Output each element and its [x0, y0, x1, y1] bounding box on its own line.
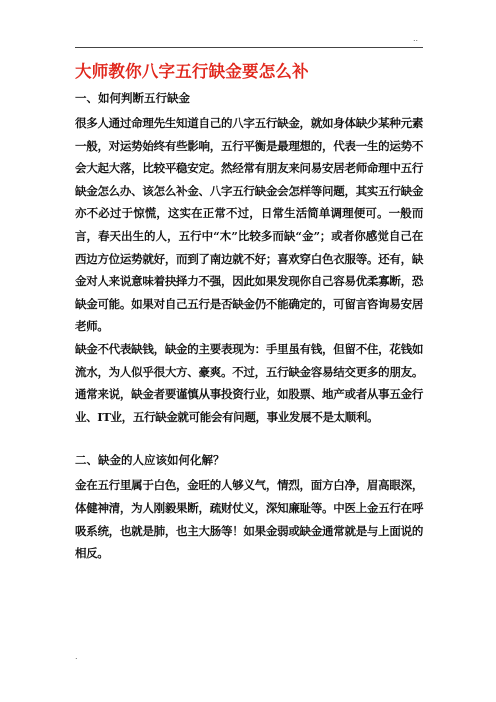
- header-rule: [75, 47, 423, 48]
- section-heading-1: 一、如何判断五行缺金: [75, 91, 190, 105]
- header-mark: ..: [413, 34, 419, 43]
- section-spacer: [75, 428, 423, 450]
- document-title: 大师教你八字五行缺金要怎么补: [75, 62, 309, 81]
- footer-mark: .: [75, 652, 78, 661]
- document-body: [75, 60, 423, 565]
- section-heading-2: 二、缺金的人应该如何化解？: [75, 453, 225, 468]
- paragraph: 缺金不代表缺钱，缺金的主要表现为：手里虽有钱，但留不住，花钱如流水，为人似乎很大方、豪爽。不过，五行缺金容易结交更多的朋友。通常来说，缺金者要谨慎从事投资行业，如股票、地产或者从事五金行业、IT业，五行缺金就可能会有问题，事业发展不是太顺利。: [75, 341, 423, 424]
- paragraph: 很多人通过命理先生知道自己的八字五行缺金，就如身体缺少某种元素一般，对运势始终有些影响，五行平衡是最理想的，代表一生的运势不会大起大落，比较平稳安定。然经常有朋友来问易安居老师命理中五行缺金怎么办、该怎么补金、八字五行缺金会怎样等问题，其实五行缺金亦不必过于惊慌，这实在正常不过，日常生活简单调理便可。一般而言，春天出生的人，五行中“木”比较多而缺“金”；或者你感觉自己在西边方位运势就好，而到了南边就不好；喜欢穿白色衣服等。还有，缺金对人来说意味着抉择力不强，因此如果发现你自己容易优柔寡断，恐缺金可能。如果对自己五行是否缺金仍不能确定的，可留言咨询易安居老师。: [75, 116, 423, 334]
- paragraph: 金在五行里属于白色，金旺的人够义气，情烈，面方白净，眉高眼深，体健神清，为人刚毅果断，疏财仗义，深知廉耻等。中医上金五行在呼吸系统，也就是肺，也主大肠等！如果金弱或缺金通常就是与上面说的相反。: [75, 478, 423, 561]
